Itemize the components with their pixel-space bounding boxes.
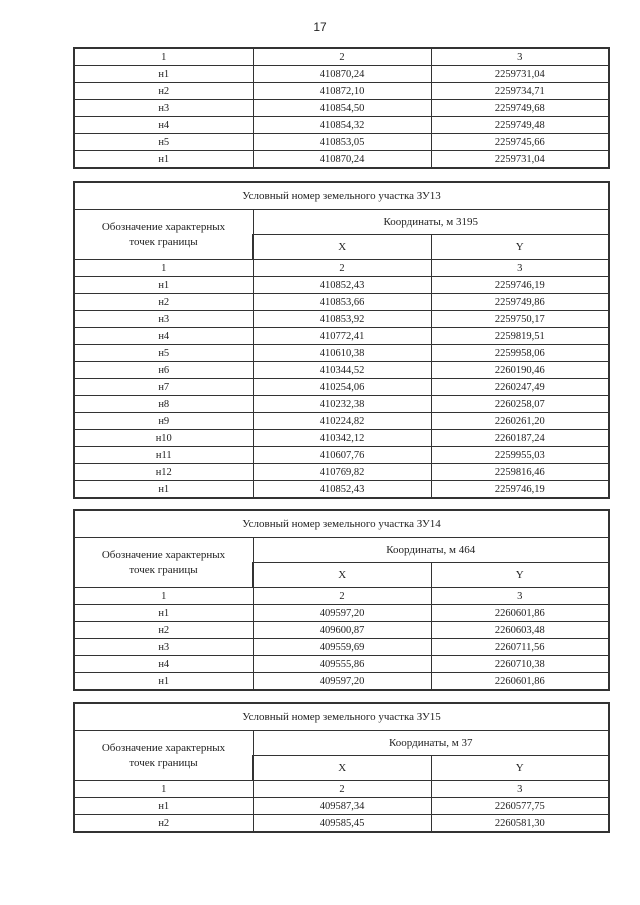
x-coordinate-cell: 410769,82 (253, 464, 431, 481)
parcel-title: Условный номер земельного участка ЗУ14 (74, 510, 609, 538)
table-row (74, 83, 609, 100)
page-number: 17 (313, 20, 327, 34)
coordinates-header: Координаты, м 3195 (253, 210, 609, 235)
y-coordinate-cell: 2260710,38 (431, 656, 609, 673)
x-coordinate-cell: 410853,05 (253, 134, 431, 151)
y-coordinate-cell: 2260258,07 (431, 396, 609, 413)
x-coordinate-cell: 410852,43 (253, 277, 431, 294)
title-row (74, 510, 609, 538)
table-row (74, 639, 609, 656)
y-coordinate-cell: 2260247,49 (431, 379, 609, 396)
x-column-header: X (253, 756, 431, 781)
table-row (74, 345, 609, 362)
table-row (74, 117, 609, 134)
x-coordinate-cell: 410854,32 (253, 117, 431, 134)
point-name-cell: н3 (74, 311, 253, 328)
point-name-cell: н1 (74, 66, 253, 83)
coordinates-table-continuation (73, 47, 610, 169)
table-row (74, 66, 609, 83)
y-coordinate-cell: 2260261,20 (431, 413, 609, 430)
y-coordinate-cell: 2260603,48 (431, 622, 609, 639)
table-body (74, 703, 609, 832)
column-number: 3 (431, 781, 609, 798)
y-coordinate-cell: 2260577,75 (431, 798, 609, 815)
x-coordinate-cell: 409597,20 (253, 605, 431, 622)
column-number: 3 (431, 260, 609, 277)
x-coordinate-cell: 410607,76 (253, 447, 431, 464)
x-coordinate-cell: 409555,86 (253, 656, 431, 673)
point-name-cell: н5 (74, 345, 253, 362)
y-coordinate-cell: 2259749,48 (431, 117, 609, 134)
y-coordinate-cell: 2259955,03 (431, 447, 609, 464)
y-coordinate-cell: 2259746,19 (431, 481, 609, 499)
y-coordinate-cell: 2259734,71 (431, 83, 609, 100)
point-designation-header-line1: Обозначение характерных (101, 220, 226, 233)
table-row (74, 413, 609, 430)
point-name-cell: н1 (74, 481, 253, 499)
table-row (74, 815, 609, 833)
column-number: 1 (74, 781, 253, 798)
table-row (74, 362, 609, 379)
coordinates-table-zu15 (73, 702, 610, 833)
point-designation-header-line2: точек границы (129, 235, 198, 248)
point-name-cell: н4 (74, 117, 253, 134)
column-number: 2 (253, 260, 431, 277)
table-row (74, 798, 609, 815)
coordinates-header: Координаты, м 464 (253, 538, 609, 563)
table-row (74, 311, 609, 328)
point-name-cell: н1 (74, 277, 253, 294)
x-coordinate-cell: 410772,41 (253, 328, 431, 345)
table-row (74, 328, 609, 345)
point-designation-header-line1: Обозначение характерных (101, 741, 226, 754)
table-row (74, 277, 609, 294)
table-body (74, 510, 609, 690)
y-coordinate-cell: 2260187,24 (431, 430, 609, 447)
column-number-row (74, 48, 609, 66)
x-coordinate-cell: 410342,12 (253, 430, 431, 447)
point-name-cell: н2 (74, 815, 253, 833)
y-coordinate-cell: 2259731,04 (431, 151, 609, 169)
column-number: 2 (253, 588, 431, 605)
y-coordinate-cell: 2259749,68 (431, 100, 609, 117)
point-designation-header-line2: точек границы (129, 756, 198, 769)
x-coordinate-cell: 410854,50 (253, 100, 431, 117)
table-row (74, 447, 609, 464)
y-coordinate-cell: 2259731,04 (431, 66, 609, 83)
point-designation-header (74, 731, 253, 781)
point-name-cell: н2 (74, 622, 253, 639)
point-name-cell: н9 (74, 413, 253, 430)
table-row (74, 134, 609, 151)
y-coordinate-cell: 2260581,30 (431, 815, 609, 833)
x-coordinate-cell: 409559,69 (253, 639, 431, 656)
column-number: 1 (74, 260, 253, 277)
y-coordinate-cell: 2259746,19 (431, 277, 609, 294)
y-coordinate-cell: 2260601,86 (431, 605, 609, 622)
x-coordinate-cell: 410853,66 (253, 294, 431, 311)
point-name-cell: н10 (74, 430, 253, 447)
y-column-header: Y (431, 563, 609, 588)
x-column-header: X (253, 235, 431, 260)
header-row (74, 210, 609, 235)
table-body (74, 48, 609, 168)
column-number: 1 (74, 588, 253, 605)
x-coordinate-cell: 410344,52 (253, 362, 431, 379)
y-coordinate-cell: 2259958,06 (431, 345, 609, 362)
table-row (74, 294, 609, 311)
point-name-cell: н11 (74, 447, 253, 464)
point-name-cell: н4 (74, 328, 253, 345)
point-designation-header (74, 538, 253, 588)
point-name-cell: н5 (74, 134, 253, 151)
table-row (74, 481, 609, 499)
point-name-cell: н3 (74, 100, 253, 117)
table-row (74, 622, 609, 639)
header-row (74, 538, 609, 563)
column-number-row (74, 260, 609, 277)
x-coordinate-cell: 409600,87 (253, 622, 431, 639)
table-row (74, 656, 609, 673)
x-coordinate-cell: 410872,10 (253, 83, 431, 100)
table-row (74, 673, 609, 691)
x-coordinate-cell: 410610,38 (253, 345, 431, 362)
coordinates-table-zu14 (73, 509, 610, 691)
y-coordinate-cell: 2260601,86 (431, 673, 609, 691)
table-row (74, 151, 609, 169)
table-row (74, 396, 609, 413)
table-row (74, 605, 609, 622)
y-coordinate-cell: 2259816,46 (431, 464, 609, 481)
table-row (74, 100, 609, 117)
x-coordinate-cell: 410852,43 (253, 481, 431, 499)
coordinates-header: Координаты, м 37 (253, 731, 609, 756)
column-number: 2 (253, 48, 431, 66)
point-designation-header-line2: точек границы (129, 563, 198, 576)
x-coordinate-cell: 409585,45 (253, 815, 431, 833)
point-name-cell: н4 (74, 656, 253, 673)
x-coordinate-cell: 409597,20 (253, 673, 431, 691)
title-row (74, 703, 609, 731)
y-coordinate-cell: 2259819,51 (431, 328, 609, 345)
table-row (74, 430, 609, 447)
y-coordinate-cell: 2259745,66 (431, 134, 609, 151)
x-coordinate-cell: 409587,34 (253, 798, 431, 815)
point-name-cell: н1 (74, 151, 253, 169)
point-name-cell: н1 (74, 605, 253, 622)
table-row (74, 464, 609, 481)
point-name-cell: н12 (74, 464, 253, 481)
point-name-cell: н1 (74, 798, 253, 815)
column-number: 2 (253, 781, 431, 798)
x-column-header: X (253, 563, 431, 588)
column-number: 1 (74, 48, 253, 66)
title-row (74, 182, 609, 210)
point-name-cell: н2 (74, 83, 253, 100)
table-body (74, 182, 609, 498)
x-coordinate-cell: 410870,24 (253, 151, 431, 169)
x-coordinate-cell: 410224,82 (253, 413, 431, 430)
coordinates-table-zu13 (73, 181, 610, 499)
y-column-header: Y (431, 235, 609, 260)
x-coordinate-cell: 410232,38 (253, 396, 431, 413)
point-name-cell: н8 (74, 396, 253, 413)
point-name-cell: н3 (74, 639, 253, 656)
parcel-title: Условный номер земельного участка ЗУ15 (74, 703, 609, 731)
point-name-cell: н1 (74, 673, 253, 691)
point-designation-header-line1: Обозначение характерных (101, 548, 226, 561)
header-row (74, 731, 609, 756)
column-number-row (74, 588, 609, 605)
point-name-cell: н2 (74, 294, 253, 311)
y-coordinate-cell: 2260190,46 (431, 362, 609, 379)
y-coordinate-cell: 2259749,86 (431, 294, 609, 311)
point-designation-header (74, 210, 253, 260)
column-number-row (74, 781, 609, 798)
column-number: 3 (431, 588, 609, 605)
parcel-title: Условный номер земельного участка ЗУ13 (74, 182, 609, 210)
y-coordinate-cell: 2259750,17 (431, 311, 609, 328)
x-coordinate-cell: 410853,92 (253, 311, 431, 328)
column-number: 3 (431, 48, 609, 66)
y-coordinate-cell: 2260711,56 (431, 639, 609, 656)
point-name-cell: н6 (74, 362, 253, 379)
y-column-header: Y (431, 756, 609, 781)
table-row (74, 379, 609, 396)
x-coordinate-cell: 410870,24 (253, 66, 431, 83)
x-coordinate-cell: 410254,06 (253, 379, 431, 396)
point-name-cell: н7 (74, 379, 253, 396)
